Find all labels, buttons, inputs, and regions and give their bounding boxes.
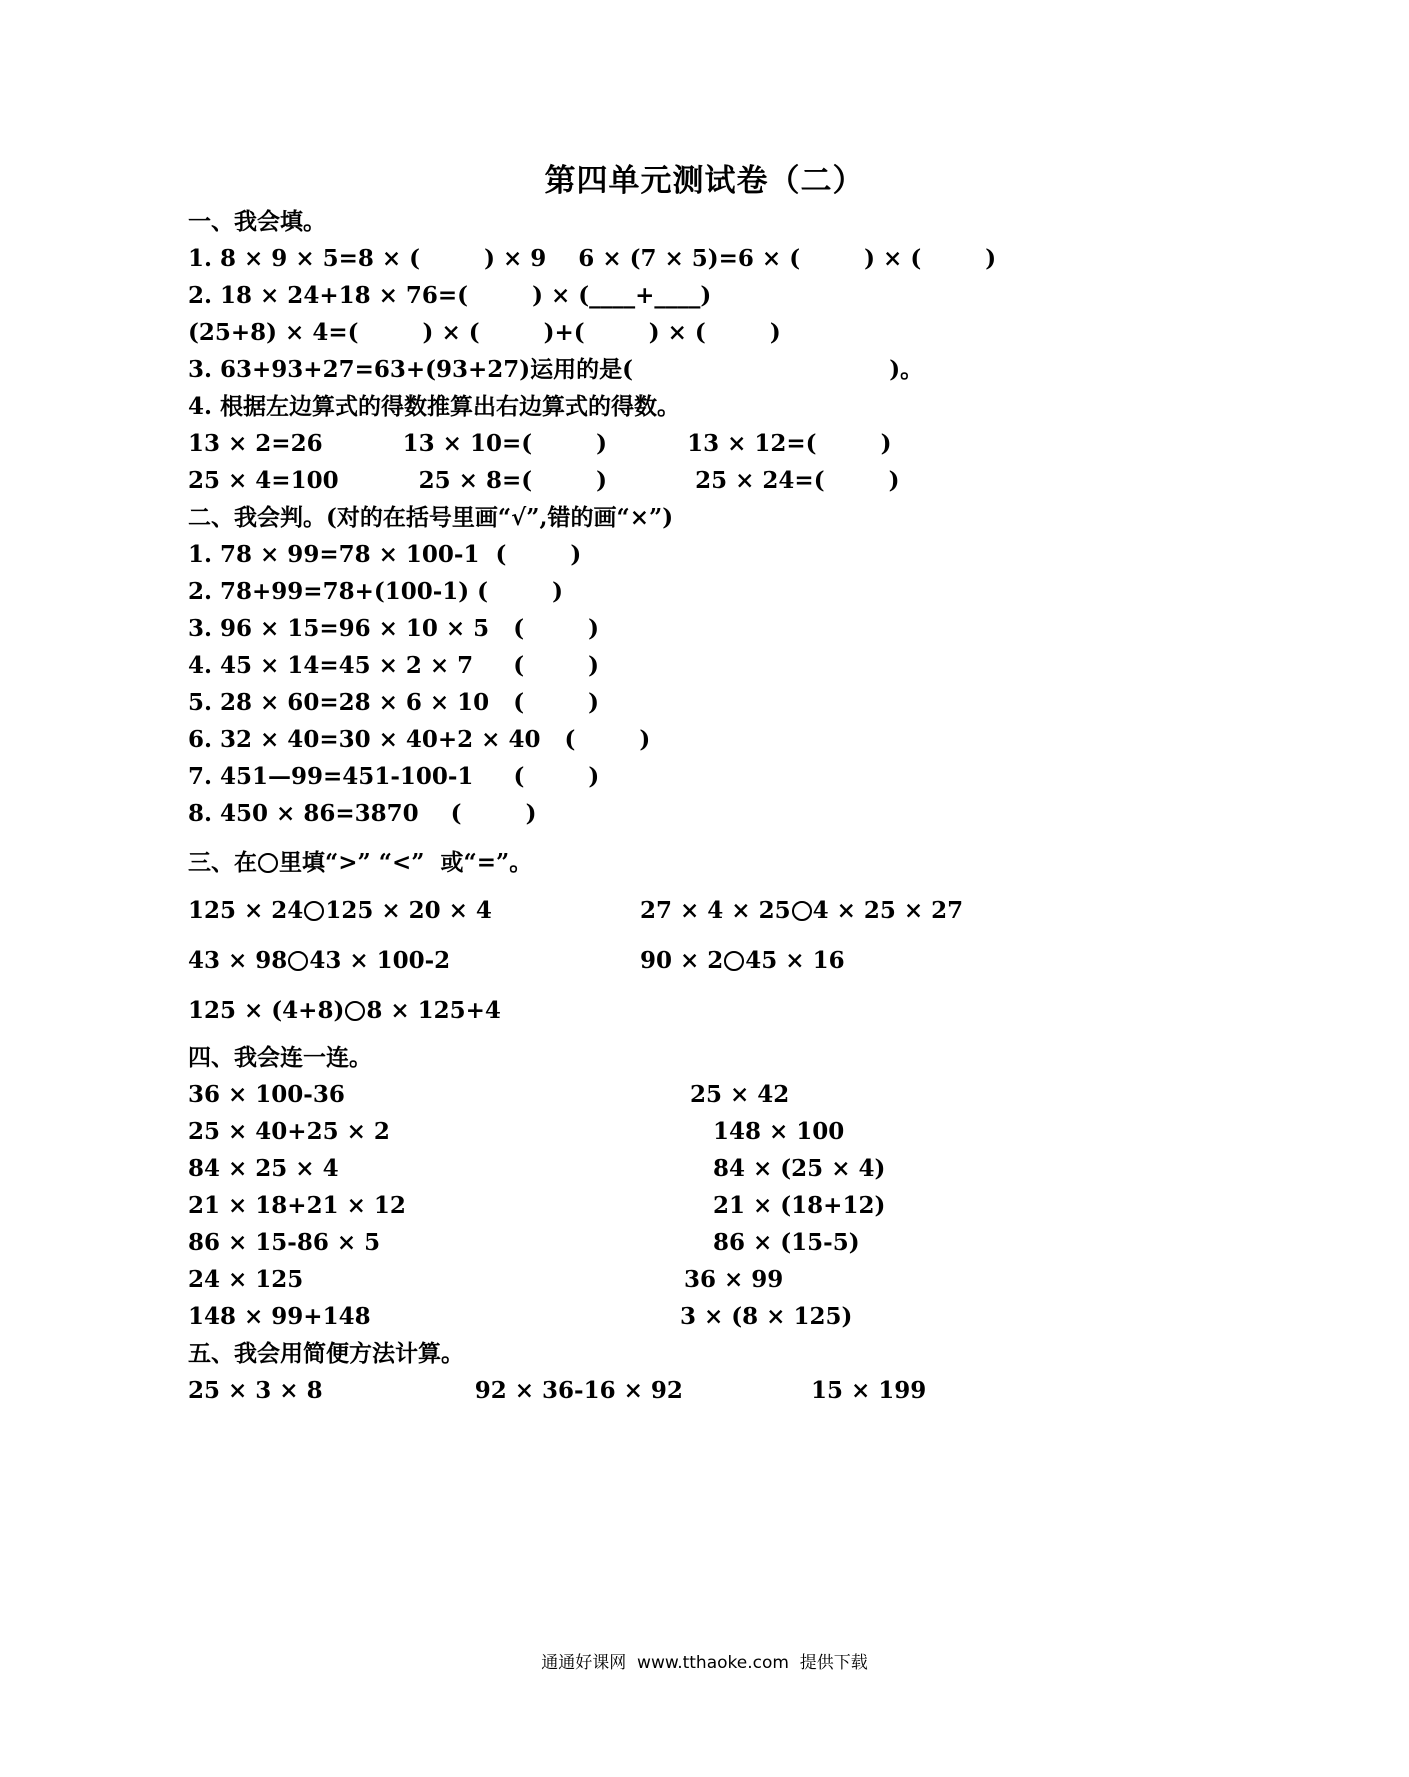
section3-heading — [188, 848, 532, 878]
compare-circle-icon[interactable] — [345, 1001, 365, 1021]
judge-item-7: 7. 451—99=451-100-1 ( ) — [188, 763, 600, 790]
compare-expr: 43 × 98 — [188, 947, 288, 974]
match-right-6: 36 × 99 — [684, 1266, 784, 1293]
match-right-5: 86 × (15-5) — [713, 1229, 860, 1256]
compare-expr: 90 × 2 — [640, 947, 724, 974]
compare-circle-icon[interactable] — [288, 951, 308, 971]
judge-item-8: 8. 450 × 86=3870 ( ) — [188, 800, 537, 827]
compare-expr: 8 × 125+4 — [366, 997, 501, 1024]
match-left-7: 148 × 99+148 — [188, 1303, 371, 1330]
section1-q4b: 25 × 4=100 25 × 8=( ) 25 × 24=( ) — [188, 467, 900, 494]
match-right-4: 21 × (18+12) — [713, 1192, 886, 1219]
match-right-2: 148 × 100 — [713, 1118, 845, 1145]
section5-heading: 五、我会用简便方法计算。 — [188, 1340, 464, 1367]
match-left-4: 21 × 18+21 × 12 — [188, 1192, 406, 1219]
section1-q4: 4. 根据左边算式的得数推算出右边算式的得数。 — [188, 393, 681, 420]
compare-row2-right — [640, 946, 845, 976]
match-left-3: 84 × 25 × 4 — [188, 1155, 339, 1182]
judge-item-5: 5. 28 × 60=28 × 6 × 10 ( ) — [188, 689, 600, 716]
section4-heading: 四、我会连一连。 — [188, 1044, 372, 1071]
match-right-1: 25 × 42 — [690, 1081, 790, 1108]
compare-circle-icon[interactable] — [792, 901, 812, 921]
compare-expr: 4 × 25 × 27 — [812, 897, 964, 924]
section1-heading: 一、我会填。 — [188, 208, 326, 235]
section1-q2b: (25+8) × 4=( ) × ( )+( ) × ( ) — [188, 319, 781, 346]
compare-expr: 43 × 100-2 — [309, 947, 451, 974]
page-title: 第四单元测试卷（二） — [544, 163, 865, 199]
section2-heading: 二、我会判。(对的在括号里画“√”,错的画“×”) — [188, 504, 674, 531]
judge-item-3: 3. 96 × 15=96 × 10 × 5 ( ) — [188, 615, 600, 642]
compare-expr: 45 × 16 — [745, 947, 845, 974]
compare-row1-left — [188, 896, 492, 926]
section5-row: 25 × 3 × 8 92 × 36-16 × 92 15 × 199 — [188, 1377, 927, 1404]
judge-item-6: 6. 32 × 40=30 × 40+2 × 40 ( ) — [188, 726, 651, 753]
match-left-1: 36 × 100-36 — [188, 1081, 345, 1108]
compare-circle-icon[interactable] — [304, 901, 324, 921]
compare-row3-left — [188, 996, 501, 1026]
section3-heading-a: 三、在 — [188, 849, 257, 876]
compare-expr: 125 × (4+8) — [188, 997, 345, 1024]
section3-heading-b: 里填“>” “<” 或“=”。 — [279, 849, 533, 876]
judge-item-1: 1. 78 × 99=78 × 100-1 ( ) — [188, 541, 582, 568]
compare-row1-right — [640, 896, 963, 926]
match-right-3: 84 × (25 × 4) — [713, 1155, 886, 1182]
footer-text: 通通好课网 www.tthaoke.com 提供下载 — [541, 1653, 868, 1673]
match-right-7: 3 × (8 × 125) — [680, 1303, 853, 1330]
match-left-2: 25 × 40+25 × 2 — [188, 1118, 390, 1145]
compare-circle-icon[interactable] — [724, 951, 744, 971]
match-left-6: 24 × 125 — [188, 1266, 304, 1293]
section1-q2: 2. 18 × 24+18 × 76=( ) × (____+____) — [188, 282, 712, 309]
match-left-5: 86 × 15-86 × 5 — [188, 1229, 381, 1256]
judge-item-2: 2. 78+99=78+(100-1) ( ) — [188, 578, 564, 605]
judge-item-4: 4. 45 × 14=45 × 2 × 7 ( ) — [188, 652, 600, 679]
compare-expr: 125 × 20 × 4 — [325, 897, 492, 924]
circle-icon — [258, 853, 278, 873]
compare-row2-left — [188, 946, 450, 976]
section1-q1: 1. 8 × 9 × 5=8 × ( ) × 9 6 × (7 × 5)=6 × ( ) × ( ) — [188, 245, 997, 272]
compare-expr: 27 × 4 × 25 — [640, 897, 791, 924]
section1-q4a: 13 × 2=26 13 × 10=( ) 13 × 12=( ) — [188, 430, 892, 457]
compare-expr: 125 × 24 — [188, 897, 304, 924]
section1-q3: 3. 63+93+27=63+(93+27)运用的是( )。 — [188, 356, 924, 383]
